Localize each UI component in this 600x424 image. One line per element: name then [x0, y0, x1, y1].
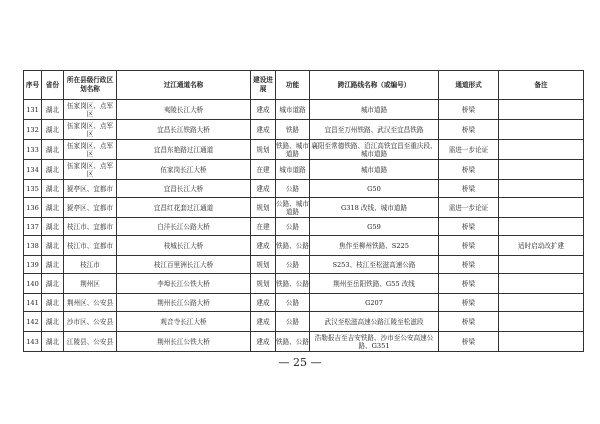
table-row: [24, 100, 584, 120]
remark-cell: [499, 218, 584, 236]
province-cell: 湖北: [42, 294, 64, 312]
status-cell: 规划: [251, 256, 276, 274]
status-cell: 建成: [251, 236, 276, 256]
route-cell: S253、枝江至松滋高速公路: [310, 256, 439, 274]
status-cell: 建成: [251, 100, 276, 120]
crossing-form-cell: 桥梁: [439, 312, 499, 332]
remark-cell: [499, 312, 584, 332]
route-cell: 宜昌至万州铁路、武汉至宜昌铁路: [310, 120, 439, 140]
row-number-cell: 141: [24, 294, 42, 312]
province-cell: 湖北: [42, 198, 64, 218]
district-cell: 枝江市: [64, 256, 117, 274]
table-row: [24, 312, 584, 332]
route-cell: G50: [310, 180, 439, 198]
function-cell: 铁路、公路: [276, 332, 310, 352]
route-cell: G318 改线、城市道路: [310, 198, 439, 218]
function-cell: 铁路、公路: [276, 236, 310, 256]
remark-cell: 适时启动改扩建: [499, 236, 584, 256]
header-cell: 序号: [24, 71, 42, 100]
remark-cell: [499, 198, 584, 218]
district-cell: 猇亭区、宜都市: [64, 180, 117, 198]
crossing-name-cell: 宜昌长江大桥: [117, 180, 251, 198]
function-cell: 城市道路: [276, 160, 310, 180]
remark-cell: [499, 180, 584, 198]
status-cell: 建成: [251, 294, 276, 312]
province-cell: 湖北: [42, 180, 64, 198]
route-cell: G59: [310, 218, 439, 236]
district-cell: 荆州区、公安县: [64, 294, 117, 312]
header-cell: 功能: [276, 71, 310, 100]
crossing-form-cell: 桥梁: [439, 236, 499, 256]
route-cell: 荆州至岳阳铁路、G55 改线: [310, 274, 439, 294]
crossing-name-cell: 枝江百里洲长江大桥: [117, 256, 251, 274]
header-cell: 所在县级行政区划名称: [64, 71, 117, 100]
district-cell: 荆州区: [64, 274, 117, 294]
crossing-name-cell: 李埠长江公铁大桥: [117, 274, 251, 294]
table-row: [24, 198, 584, 218]
row-number-cell: 139: [24, 256, 42, 274]
function-cell: 城市道路: [276, 100, 310, 120]
crossing-name-cell: 观音寺长江大桥: [117, 312, 251, 332]
crossing-name-cell: 伍家岗长江大桥: [117, 160, 251, 180]
crossing-name-cell: 枝城长江大桥: [117, 236, 251, 256]
route-cell: 城市道路: [310, 160, 439, 180]
status-cell: 在建: [251, 160, 276, 180]
table-row: [24, 120, 584, 140]
status-cell: 建成: [251, 312, 276, 332]
province-cell: 湖北: [42, 236, 64, 256]
table-body: [24, 100, 584, 352]
crossing-form-cell: 桥梁: [439, 218, 499, 236]
table-row: [24, 160, 584, 180]
remark-cell: [499, 274, 584, 294]
province-cell: 湖北: [42, 274, 64, 294]
route-cell: 焦作至柳州铁路、S225: [310, 236, 439, 256]
status-cell: 在建: [251, 218, 276, 236]
status-cell: 规划: [251, 198, 276, 218]
province-cell: 湖北: [42, 140, 64, 160]
district-cell: 伍家岗区、点军区: [64, 140, 117, 160]
crossing-name-cell: 宜昌红花套过江通道: [117, 198, 251, 218]
remark-cell: [499, 120, 584, 140]
header-cell: 建设进展: [251, 71, 276, 100]
route-cell: 浩勒报吉至吉安铁路、沙市至公安高速公路、G351: [310, 332, 439, 352]
function-cell: 公路: [276, 218, 310, 236]
crossing-form-cell: 需进一步论证: [439, 198, 499, 218]
route-cell: 襄阳至常德铁路、沿江高铁宜昌至重庆段、城市道路: [311, 141, 437, 158]
row-number-cell: 131: [24, 100, 42, 120]
crossing-form-cell: 需进一步论证: [439, 140, 499, 160]
function-cell: 铁路、公路: [276, 274, 310, 294]
district-cell: 伍家岗区、点军区: [64, 160, 117, 180]
header-cell: 省份: [42, 71, 64, 100]
province-cell: 湖北: [42, 218, 64, 236]
table-row: [24, 256, 584, 274]
header-cell: 过江通道名称: [117, 71, 251, 100]
status-cell: 建成: [251, 180, 276, 198]
row-number-cell: 132: [24, 120, 42, 140]
function-cell: 公路: [276, 180, 310, 198]
crossing-name-cell: 宜昌长江铁路大桥: [117, 120, 251, 140]
province-cell: 湖北: [42, 120, 64, 140]
function-cell: 公路: [276, 256, 310, 274]
header-cell: 通道形式: [439, 71, 499, 100]
table-row: [24, 218, 584, 236]
crossing-name-cell: 宜昌东艳路过江通道: [117, 140, 251, 160]
row-number-cell: 138: [24, 236, 42, 256]
province-cell: 湖北: [42, 332, 64, 352]
row-number-cell: 135: [24, 180, 42, 198]
status-cell: 规划: [251, 140, 276, 160]
table-row: [24, 274, 584, 294]
row-number-cell: 137: [24, 218, 42, 236]
function-cell: 公路、城市道路: [276, 199, 309, 216]
table-row: [24, 332, 584, 352]
remark-cell: [499, 100, 584, 120]
remark-cell: [499, 140, 584, 160]
district-cell: 枝江市、宜都市: [64, 236, 117, 256]
route-cell: 城市道路: [310, 100, 439, 120]
district-cell: 江陵县、公安县: [64, 332, 117, 352]
row-number-cell: 143: [24, 332, 42, 352]
crossing-name-cell: 夷陵长江大桥: [117, 100, 251, 120]
row-number-cell: 142: [24, 312, 42, 332]
district-cell: 伍家岗区、点军区: [64, 100, 117, 120]
district-cell: 伍家岗区、点军区: [64, 120, 117, 140]
header-cell: 跨江路线名称（或编号）: [310, 71, 439, 100]
row-number-cell: 140: [24, 274, 42, 294]
bridge-table-wrapper: [23, 70, 584, 352]
table-header-row: [24, 71, 584, 100]
table-row: [24, 140, 584, 160]
province-cell: 湖北: [42, 160, 64, 180]
route-cell: 武汉至松滋高速公路江陵至松滋段: [310, 312, 439, 332]
function-cell: 公路: [276, 294, 310, 312]
crossing-name-cell: 白洋长江公路大桥: [117, 218, 251, 236]
crossing-form-cell: 桥梁: [439, 332, 499, 352]
district-cell: 猇亭区、宜都市: [64, 198, 117, 218]
crossing-form-cell: 桥梁: [439, 294, 499, 312]
district-cell: 枝江市、宜都市: [64, 218, 117, 236]
status-cell: 规划: [251, 274, 276, 294]
remark-cell: [499, 160, 584, 180]
row-number-cell: 136: [24, 198, 42, 218]
page-number: — 25 —: [278, 356, 322, 369]
province-cell: 湖北: [42, 256, 64, 274]
status-cell: 建成: [251, 332, 276, 352]
crossing-form-cell: 桥梁: [439, 180, 499, 198]
table-row: [24, 294, 584, 312]
header-cell: 备注: [499, 71, 584, 100]
route-cell: G207: [310, 294, 439, 312]
row-number-cell: 133: [24, 140, 42, 160]
function-cell: 公路: [276, 312, 310, 332]
river-crossing-table: [23, 70, 584, 352]
remark-cell: [499, 256, 584, 274]
table-row: [24, 236, 584, 256]
crossing-form-cell: 桥梁: [439, 160, 499, 180]
crossing-name-cell: 荆州长江公路大桥: [117, 294, 251, 312]
district-cell: 沙市区、公安县: [64, 312, 117, 332]
crossing-form-cell: 桥梁: [439, 256, 499, 274]
province-cell: 湖北: [42, 312, 64, 332]
crossing-name-cell: 荆州长江公铁大桥: [117, 332, 251, 352]
row-number-cell: 134: [24, 160, 42, 180]
table-row: [24, 180, 584, 198]
function-cell: 铁路、城市道路: [276, 141, 309, 158]
status-cell: 建成: [251, 120, 276, 140]
crossing-form-cell: 桥梁: [439, 274, 499, 294]
province-cell: 湖北: [42, 100, 64, 120]
remark-cell: [499, 294, 584, 312]
remark-cell: [499, 332, 584, 352]
function-cell: 铁路: [276, 120, 310, 140]
crossing-form-cell: 桥梁: [439, 120, 499, 140]
crossing-form-cell: 桥梁: [439, 100, 499, 120]
